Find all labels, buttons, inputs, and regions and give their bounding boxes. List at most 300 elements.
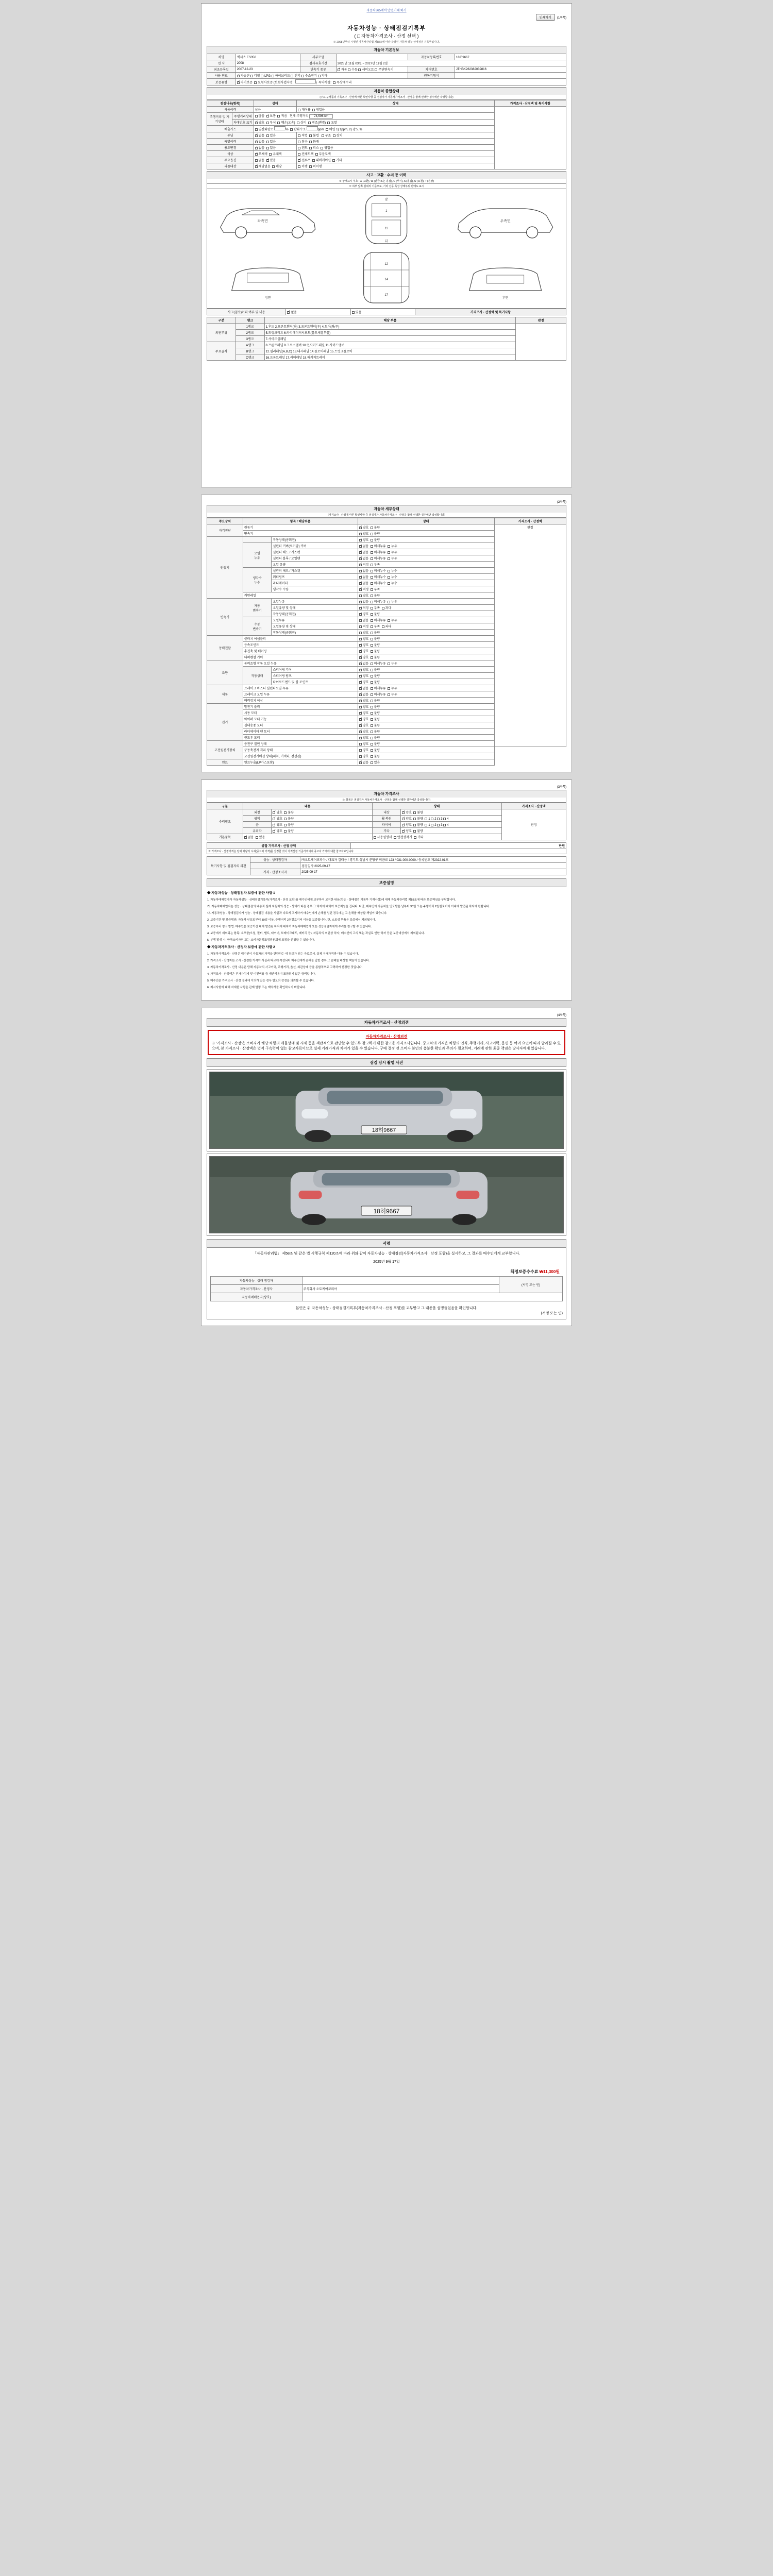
g1r7-opt1-label: 미세누수	[374, 582, 386, 585]
g5r0-opt0-checkbox[interactable]	[359, 687, 362, 690]
warranty-insurer-input[interactable]	[295, 79, 316, 83]
g5r2-opt1-checkbox[interactable]	[371, 700, 373, 702]
g6r2-opt1-checkbox[interactable]	[371, 718, 373, 721]
g0r1-opt1-checkbox[interactable]	[371, 533, 373, 535]
g1r6-opt1-checkbox[interactable]	[371, 576, 373, 579]
special-none-checkbox[interactable]	[255, 141, 258, 143]
fuel-electric-checkbox[interactable]	[291, 75, 293, 77]
detail-g1-r6-item: 워터펌프	[272, 574, 358, 580]
car-view-top[interactable]	[328, 191, 445, 248]
value-year: 2008	[236, 60, 300, 66]
fuel-hydrogen-checkbox[interactable]	[301, 75, 304, 77]
detail-g2-r4-item: 오일유량 및 상태	[272, 623, 358, 630]
g1r9-opt0-checkbox[interactable]	[359, 595, 362, 597]
sign-row-0-label: 자동차성능 · 상태 점검자	[211, 1277, 303, 1285]
g6r1-opt0-checkbox[interactable]	[359, 712, 362, 715]
value-inspection: 2025년 11월 03일 ~ 2027년 11월 2일	[336, 60, 566, 66]
vin-altered-checkbox[interactable]	[308, 122, 311, 124]
g1r1-opt0-label: 없음	[362, 545, 369, 548]
g1r8-opt0-label: 적정	[362, 588, 369, 591]
usage-biz-label: 영업용	[315, 109, 325, 112]
car-view-bottom[interactable]	[328, 249, 445, 306]
recall-done-label: 이행	[301, 165, 308, 168]
g7r0-opt0-checkbox[interactable]	[359, 743, 362, 745]
p-r2c-3-checkbox[interactable]	[437, 824, 443, 827]
final-note: 본인은 위 자동차성능 · 상태점검기록부(자동차가격조사 · 산정 포함)를 교부받고 그 내용을 설명들었음을 확인합니다.	[295, 1307, 478, 1311]
g2r4-opt2-checkbox[interactable]	[382, 625, 384, 628]
photo-rear-svg	[210, 1157, 563, 1233]
p-r1c-2-checkbox[interactable]	[431, 818, 433, 820]
emission-hc-checkbox[interactable]	[290, 128, 293, 131]
g3r2-opt1-checkbox[interactable]	[371, 650, 373, 653]
g1r9-opt1-checkbox[interactable]	[371, 595, 373, 597]
tuning-yes-checkbox[interactable]	[266, 134, 269, 137]
g1r5-opt1-label: 미세누수	[374, 570, 386, 573]
p-r2-bad-checkbox[interactable]	[284, 824, 287, 826]
car-view-left[interactable]	[209, 191, 326, 248]
g6r3-opt0-checkbox[interactable]	[359, 724, 362, 727]
g2r2-opt0-checkbox[interactable]	[359, 613, 362, 616]
g3r0-opt0-checkbox[interactable]	[359, 638, 362, 640]
g4r0-opt2-checkbox[interactable]	[388, 663, 390, 665]
price-r0-a: 외장	[243, 809, 272, 816]
p-r2c-2-checkbox[interactable]	[431, 824, 433, 826]
sign-row-2-label: 자동차매매업자(상호)	[211, 1293, 303, 1301]
vin-damaged-checkbox[interactable]	[277, 122, 280, 124]
cond-row-tuning-state	[254, 132, 297, 139]
svg-text:정면: 정면	[264, 297, 271, 300]
g7r0-opt1-checkbox[interactable]	[371, 743, 373, 745]
tuning-none-checkbox[interactable]	[255, 134, 258, 137]
g3r3-opt1-checkbox[interactable]	[371, 656, 373, 659]
p-r3-bad-checkbox[interactable]	[284, 830, 287, 833]
tuning-device-label: 장치	[336, 134, 343, 138]
vin-good-checkbox[interactable]	[255, 122, 258, 124]
p-r4-none-checkbox[interactable]	[244, 836, 247, 839]
g7r1-opt0-label: 양호	[362, 749, 369, 752]
option-etc-checkbox[interactable]	[332, 159, 335, 162]
option-yes-label: 있음	[270, 159, 276, 162]
g3r1-opt1-checkbox[interactable]	[371, 644, 373, 647]
print-button[interactable]: 인쇄하기	[536, 14, 555, 21]
rank-row-0-items: 1.후드 2.프론트휀더(좌) 3.프론트휀더(우) 4.도어(좌/우)	[264, 324, 516, 330]
g6r0-opt0-checkbox[interactable]	[359, 706, 362, 708]
p-r0-bad-checkbox[interactable]	[284, 811, 287, 814]
color-chromatic-checkbox[interactable]	[269, 153, 272, 156]
g2r4-opt1-checkbox[interactable]	[371, 625, 373, 628]
usage-biz-checkbox[interactable]	[312, 109, 315, 111]
g4r2-opt1-checkbox[interactable]	[371, 675, 373, 677]
accident-none-checkbox[interactable]	[287, 311, 290, 314]
g2r3-opt2-checkbox[interactable]	[388, 619, 390, 622]
value-transmission	[336, 66, 408, 73]
p-r2b-good-checkbox[interactable]	[402, 824, 405, 826]
g8r0-opt1-checkbox[interactable]	[371, 761, 373, 764]
g4r0-opt0-checkbox[interactable]	[359, 663, 362, 665]
recall-notdone-label: 미이행	[313, 165, 322, 168]
detail-group-7-name: 고전원전기장치	[207, 741, 243, 759]
g3r0-opt1-checkbox[interactable]	[371, 638, 373, 640]
g2r0-opt0-checkbox[interactable]	[359, 601, 362, 603]
g4r3-opt1-label: 불량	[374, 681, 380, 684]
p-r1-bad-checkbox[interactable]	[284, 818, 287, 820]
g5r0-opt2-label: 누유	[391, 687, 397, 690]
g1r6-opt1-label: 미세누수	[374, 576, 386, 579]
fuel-lpg-checkbox[interactable]	[261, 75, 263, 77]
car-view-front[interactable]	[209, 249, 326, 306]
p-r1-bad-label: 불량	[288, 818, 294, 821]
g1r7-opt0-checkbox[interactable]	[359, 582, 362, 585]
g1r2-opt1-checkbox[interactable]	[371, 551, 373, 554]
explain-title: 보증설명	[207, 878, 566, 887]
p-r1b-bad-checkbox[interactable]	[413, 818, 416, 820]
option-navi-checkbox[interactable]	[312, 159, 315, 162]
tuning-legal-checkbox[interactable]	[298, 134, 300, 137]
detail-g3-r2-item: 추진축 및 베어링	[243, 648, 358, 654]
mileage-normal-label: 보통	[270, 115, 276, 118]
mileage-high-label: 많음	[258, 115, 265, 118]
detail-g7-r2-item: 고전원전기배선 상태(피복, 커넥터, 전선관)	[243, 753, 358, 759]
g2r4-opt0-label: 적정	[362, 625, 369, 629]
tuning-device-checkbox[interactable]	[333, 134, 335, 137]
emission-co-checkbox[interactable]	[255, 128, 258, 131]
sign-row-2-value[interactable]	[302, 1293, 562, 1301]
g0r0-opt0-checkbox[interactable]	[359, 527, 362, 529]
g4r2-opt0-checkbox[interactable]	[359, 675, 362, 677]
detail-g1-r4-state	[358, 562, 494, 568]
g1r7-opt1-checkbox[interactable]	[371, 582, 373, 585]
usechange-lease-checkbox[interactable]	[309, 147, 312, 149]
usechange-rent-label: 렌트	[301, 147, 308, 150]
g4r1-opt1-checkbox[interactable]	[371, 669, 373, 671]
p-r4b-etc-checkbox[interactable]	[414, 836, 416, 839]
g2r3-opt0-checkbox[interactable]	[359, 619, 362, 622]
g7r1-opt1-checkbox[interactable]	[371, 749, 373, 752]
g2r0-opt1-checkbox[interactable]	[371, 601, 373, 603]
g1r8-opt1-checkbox[interactable]	[371, 588, 373, 591]
g6r5-opt1-checkbox[interactable]	[371, 737, 373, 739]
car-side-left-svg	[209, 191, 326, 248]
g1r4-opt1-checkbox[interactable]	[371, 564, 373, 566]
warranty-insurer-checkbox[interactable]	[254, 81, 257, 84]
page-3-toolbar	[207, 784, 566, 789]
g2r4-opt1-label: 부족	[374, 625, 380, 629]
special-flood-checkbox[interactable]	[298, 141, 300, 143]
g2r5-opt0-checkbox[interactable]	[359, 632, 362, 634]
p-r1c-4-checkbox[interactable]	[443, 818, 449, 821]
vin-erased-label: 도말	[331, 122, 338, 125]
photo-front	[209, 1072, 564, 1149]
usechange-yes-checkbox[interactable]	[266, 147, 269, 149]
p-r4b-safety-checkbox[interactable]	[394, 836, 396, 839]
g4r3-opt1-checkbox[interactable]	[371, 681, 373, 684]
p-r2c-1-checkbox[interactable]	[425, 824, 427, 826]
g7r1-opt0-checkbox[interactable]	[359, 749, 362, 752]
vin-corroded-checkbox[interactable]	[266, 122, 269, 124]
g1r1-opt1-checkbox[interactable]	[371, 545, 373, 548]
mileage-current-label: 현재 주행거리	[290, 115, 309, 118]
explain-item-2-3: 4. 가격조사 · 산정액은 부가가치세 및 이전비용 등 제반비용이 포함되지 않은 금액입니다.	[207, 973, 316, 976]
detail-group-6-name: 전기	[207, 704, 243, 741]
g0r1-opt0-label: 양호	[362, 533, 369, 536]
special-none-label: 없음	[258, 141, 265, 144]
g1r7-opt2-checkbox[interactable]	[388, 582, 390, 585]
transmission-cvt-checkbox[interactable]	[375, 69, 377, 71]
svg-text:뒤: 뒤	[385, 240, 388, 243]
g1r0-opt1-checkbox[interactable]	[371, 539, 373, 541]
g2r1-opt1-checkbox[interactable]	[371, 607, 373, 609]
page-subtitle: ( □ 자동차가격조사 · 산정 선택 )	[354, 33, 419, 39]
g2r1-opt2-checkbox[interactable]	[382, 607, 384, 609]
p-r1-good-checkbox[interactable]	[273, 818, 275, 820]
warranty-free-checkbox[interactable]	[333, 81, 335, 84]
explain-h1: ◆ 자동차성능 · 상태점검자 보증에 관한 사항 1	[207, 891, 275, 895]
g4r3-opt0-checkbox[interactable]	[359, 681, 362, 684]
transmission-auto-label: 자동	[341, 69, 347, 72]
g1r1-opt2-checkbox[interactable]	[388, 545, 390, 548]
g5r1-opt2-checkbox[interactable]	[388, 693, 390, 696]
g6r4-opt0-checkbox[interactable]	[359, 731, 362, 733]
g6r3-opt1-label: 불량	[374, 724, 380, 727]
price-r3-b: 기타	[372, 828, 401, 834]
p-r2b-bad-checkbox[interactable]	[413, 824, 416, 826]
g2r0-opt2-checkbox[interactable]	[388, 601, 390, 603]
option-sunroof-checkbox[interactable]	[298, 159, 300, 162]
accident-note-2: ※ 하부 앞쪽 실내의 기준으로, 기타 진동 특성 상태부위 란에도 표시	[207, 184, 566, 189]
warranty-self-checkbox[interactable]	[237, 81, 240, 84]
car-diagram	[207, 189, 566, 309]
g1r5-opt1-checkbox[interactable]	[371, 570, 373, 572]
cond-row-special-label: 특별이력	[207, 139, 254, 145]
g1r3-opt1-checkbox[interactable]	[371, 557, 373, 560]
value-fuel	[236, 73, 408, 79]
g7r2-opt0-checkbox[interactable]	[359, 755, 362, 758]
usechange-rent-checkbox[interactable]	[298, 147, 300, 149]
p-r1b-good-label: 양호	[406, 818, 412, 821]
section-basic-title: 자동차 기본정보	[207, 46, 566, 54]
fuel-hybrid-checkbox[interactable]	[272, 75, 274, 77]
p-r2c-4-checkbox[interactable]	[443, 824, 449, 827]
detail-g6-r3-item: 실내송풍 모터	[243, 722, 358, 728]
transmission-semi-checkbox[interactable]	[358, 69, 361, 71]
g4r2-opt0-label: 양호	[362, 675, 369, 678]
warranty-self-label: 자기보증	[240, 81, 253, 84]
g3r1-opt1-label: 불량	[374, 644, 380, 647]
g1r4-opt0-checkbox[interactable]	[359, 564, 362, 566]
svg-text:1: 1	[385, 210, 388, 213]
emission-co-input[interactable]	[274, 126, 285, 130]
detail-g6-r4-state	[358, 728, 494, 735]
g5r2-opt0-checkbox[interactable]	[359, 700, 362, 702]
car-view-right[interactable]	[447, 191, 564, 248]
g1r6-opt2-checkbox[interactable]	[388, 576, 390, 579]
g4r0-opt2-label: 누유	[391, 663, 397, 666]
g3r2-opt0-checkbox[interactable]	[359, 650, 362, 653]
recall-yes-checkbox[interactable]	[272, 165, 275, 168]
g0r1-opt0-checkbox[interactable]	[359, 533, 362, 535]
tuning-structure-checkbox[interactable]	[322, 134, 324, 137]
recall-done-checkbox[interactable]	[298, 165, 300, 168]
g3r3-opt0-checkbox[interactable]	[359, 656, 362, 659]
price-verdict: 판정	[501, 809, 566, 840]
g1r5-opt2-checkbox[interactable]	[388, 570, 390, 572]
photo-front-box	[207, 1069, 566, 1151]
g1r8-opt0-checkbox[interactable]	[359, 588, 362, 591]
photo-rear-box	[207, 1154, 566, 1236]
car-underbody-svg	[328, 249, 445, 306]
g1r7-opt2-label: 누수	[391, 582, 397, 585]
sign-row-0-value[interactable]	[302, 1277, 499, 1285]
sign-date: 2025년 9월 17일	[373, 1260, 400, 1264]
g2r3-opt1-checkbox[interactable]	[371, 619, 373, 622]
label-warranty: 보증유형	[207, 79, 236, 86]
g6r3-opt1-checkbox[interactable]	[371, 724, 373, 727]
g1r0-opt0-checkbox[interactable]	[359, 539, 362, 541]
g1r5-opt0-checkbox[interactable]	[359, 570, 362, 572]
section-price-note: (□ 항목은 점검자가 자동차가격조사 · 산정을 함께 선택한 경우에만 작성합니다)	[207, 798, 566, 803]
vin-erased-checkbox[interactable]	[327, 122, 330, 124]
tuning-illegal-label: 불법	[313, 134, 319, 138]
mileage-low-checkbox[interactable]	[277, 115, 280, 117]
svg-text:17: 17	[384, 294, 389, 297]
fee-row	[210, 1267, 563, 1276]
recall-notdone-checkbox[interactable]	[309, 165, 312, 168]
g0r0-opt1-checkbox[interactable]	[371, 527, 373, 529]
explain-item-1-4: 3. 보증수리 청구 방법: 매수인은 보증기간 내에 발견된 하자에 대하여 자동차매매업자 또는 성능점검자에게 수리를 청구할 수 있습니다.	[207, 925, 372, 928]
g2r4-opt0-checkbox[interactable]	[359, 625, 362, 628]
p-r3b-bad-checkbox[interactable]	[413, 830, 416, 833]
p-r3b-good-checkbox[interactable]	[402, 830, 405, 833]
g5r1-opt0-checkbox[interactable]	[359, 693, 362, 696]
g2r1-opt0-checkbox[interactable]	[359, 607, 362, 609]
detail-col-3: 가격조사 · 산정액	[494, 518, 566, 524]
g6r3-opt0-label: 양호	[362, 724, 369, 727]
g1r2-opt2-checkbox[interactable]	[388, 551, 390, 554]
usechange-none-checkbox[interactable]	[255, 147, 258, 149]
g4r1-opt0-checkbox[interactable]	[359, 669, 362, 671]
fuel-gasoline-checkbox[interactable]	[237, 75, 240, 77]
tuning-legal-label: 적법	[301, 134, 308, 138]
fuel-other-checkbox[interactable]	[318, 75, 321, 77]
p-r0b-good-checkbox[interactable]	[402, 811, 405, 814]
svg-text:18허9667: 18허9667	[372, 1127, 396, 1134]
p-r1c-3-checkbox[interactable]	[437, 818, 443, 821]
tuning-illegal-checkbox[interactable]	[309, 134, 312, 137]
g3r1-opt0-checkbox[interactable]	[359, 644, 362, 647]
p-r0b-bad-checkbox[interactable]	[413, 811, 416, 814]
autosite-link[interactable]: 자동차365에서 안전거래 하기	[366, 9, 407, 12]
cond-row-option-sub	[297, 157, 494, 163]
cond-row-special-sub	[297, 139, 494, 145]
g1r2-opt0-checkbox[interactable]	[359, 551, 362, 554]
vin-different-checkbox[interactable]	[297, 122, 299, 124]
g7r2-opt0-label: 양호	[362, 755, 369, 758]
g2r5-opt1-checkbox[interactable]	[371, 632, 373, 634]
car-view-rear[interactable]	[447, 249, 564, 306]
g6r0-opt1-label: 불량	[374, 706, 380, 709]
price-col-2: 상태	[372, 803, 501, 809]
g2r3-opt2-label: 누유	[391, 619, 397, 622]
recall-na-checkbox[interactable]	[255, 165, 258, 168]
accident-yes-checkbox[interactable]	[352, 311, 355, 314]
emission-smoke-checkbox[interactable]	[326, 128, 328, 131]
transmission-auto-checkbox[interactable]	[338, 69, 340, 71]
p-r4b-manual-checkbox[interactable]	[374, 836, 376, 839]
price-r2-a: 룸	[243, 822, 272, 828]
g4r0-opt1-checkbox[interactable]	[371, 663, 373, 665]
g7r2-opt1-checkbox[interactable]	[371, 755, 373, 758]
g1r3-opt0-checkbox[interactable]	[359, 557, 362, 560]
sign-section-title: 서명	[207, 1239, 566, 1248]
final-sub: (서명 또는 인)	[541, 1312, 563, 1316]
mileage-normal-checkbox[interactable]	[266, 115, 269, 117]
explain-h2: ◆ 자동차가격조사 · 산정자 보증에 관한 사항 2	[207, 945, 275, 950]
fuel-hybrid-label: 하이브리드	[275, 75, 290, 78]
g7r1-opt1-label: 불량	[374, 749, 380, 752]
special-row-2-label: 가격 · 산정조사자	[250, 869, 300, 875]
g6r2-opt0-checkbox[interactable]	[359, 718, 362, 721]
p-r1b-good-checkbox[interactable]	[402, 818, 405, 820]
p-r0-good-label: 양호	[276, 811, 283, 815]
mileage-high-checkbox[interactable]	[255, 115, 258, 117]
g6r5-opt0-checkbox[interactable]	[359, 737, 362, 739]
option-yes-checkbox[interactable]	[266, 159, 269, 162]
rank-row-5-lv: C랭크	[236, 354, 264, 361]
detail-g0-r0-item: 원동기	[243, 524, 358, 531]
g3r0-opt0-label: 양호	[362, 638, 369, 641]
color-full-checkbox[interactable]	[298, 153, 300, 156]
g1r6-opt0-checkbox[interactable]	[359, 576, 362, 579]
p-r4-yes-checkbox[interactable]	[256, 836, 258, 839]
usechange-biz-checkbox[interactable]	[321, 147, 323, 149]
g6r0-opt1-checkbox[interactable]	[371, 706, 373, 708]
special-yes-checkbox[interactable]	[266, 141, 269, 143]
transmission-manual-checkbox[interactable]	[348, 69, 350, 71]
g8r0-opt0-checkbox[interactable]	[359, 761, 362, 764]
p-r0-good-checkbox[interactable]	[273, 811, 275, 814]
cond-row-option-label: 주요옵션	[207, 157, 254, 163]
g5r1-opt1-checkbox[interactable]	[371, 693, 373, 696]
color-partial-checkbox[interactable]	[315, 153, 318, 156]
sign-note: 「자동차관리법」 제58조 및 같은 법 시행규칙 제120조에 따라 위와 같이 자동차성능 · 상태점검(자동차가격조사 · 산정 포함)을 실시하고, 그 결과를 매수인에게 교부합니다.	[253, 1252, 520, 1256]
g6r1-opt1-checkbox[interactable]	[371, 712, 373, 715]
g2r2-opt1-checkbox[interactable]	[371, 613, 373, 616]
fuel-diesel-checkbox[interactable]	[250, 75, 253, 77]
sign-row-1-value[interactable]: 주식회사 오토케어코리아	[302, 1285, 499, 1293]
g2r0-opt0-label: 없음	[362, 601, 369, 604]
detail-g2-r2-item: 작동상태(공회전)	[272, 611, 358, 617]
p-r2-good-checkbox[interactable]	[273, 824, 275, 826]
usage-rent-checkbox[interactable]	[298, 109, 300, 111]
page-number-4: (4/4쪽)	[557, 1014, 566, 1018]
emission-hc-input[interactable]	[307, 126, 318, 130]
g5r0-opt1-checkbox[interactable]	[371, 687, 373, 690]
g6r4-opt1-checkbox[interactable]	[371, 731, 373, 733]
g5r0-opt2-checkbox[interactable]	[388, 687, 390, 690]
g1r1-opt0-checkbox[interactable]	[359, 545, 362, 548]
option-none-checkbox[interactable]	[255, 159, 258, 162]
value-submodel	[336, 54, 408, 60]
color-achromatic-checkbox[interactable]	[255, 153, 258, 156]
svg-text:14: 14	[384, 278, 389, 281]
price-r4-o2	[372, 834, 501, 840]
mileage-value[interactable]: 74,596 km	[309, 114, 333, 118]
p-r3-good-checkbox[interactable]	[273, 830, 275, 833]
warranty-special-label: 특약사항:	[318, 81, 331, 84]
p-r1c-1-checkbox[interactable]	[425, 818, 427, 820]
special-fire-checkbox[interactable]	[309, 141, 312, 143]
g1r3-opt2-checkbox[interactable]	[388, 557, 390, 560]
